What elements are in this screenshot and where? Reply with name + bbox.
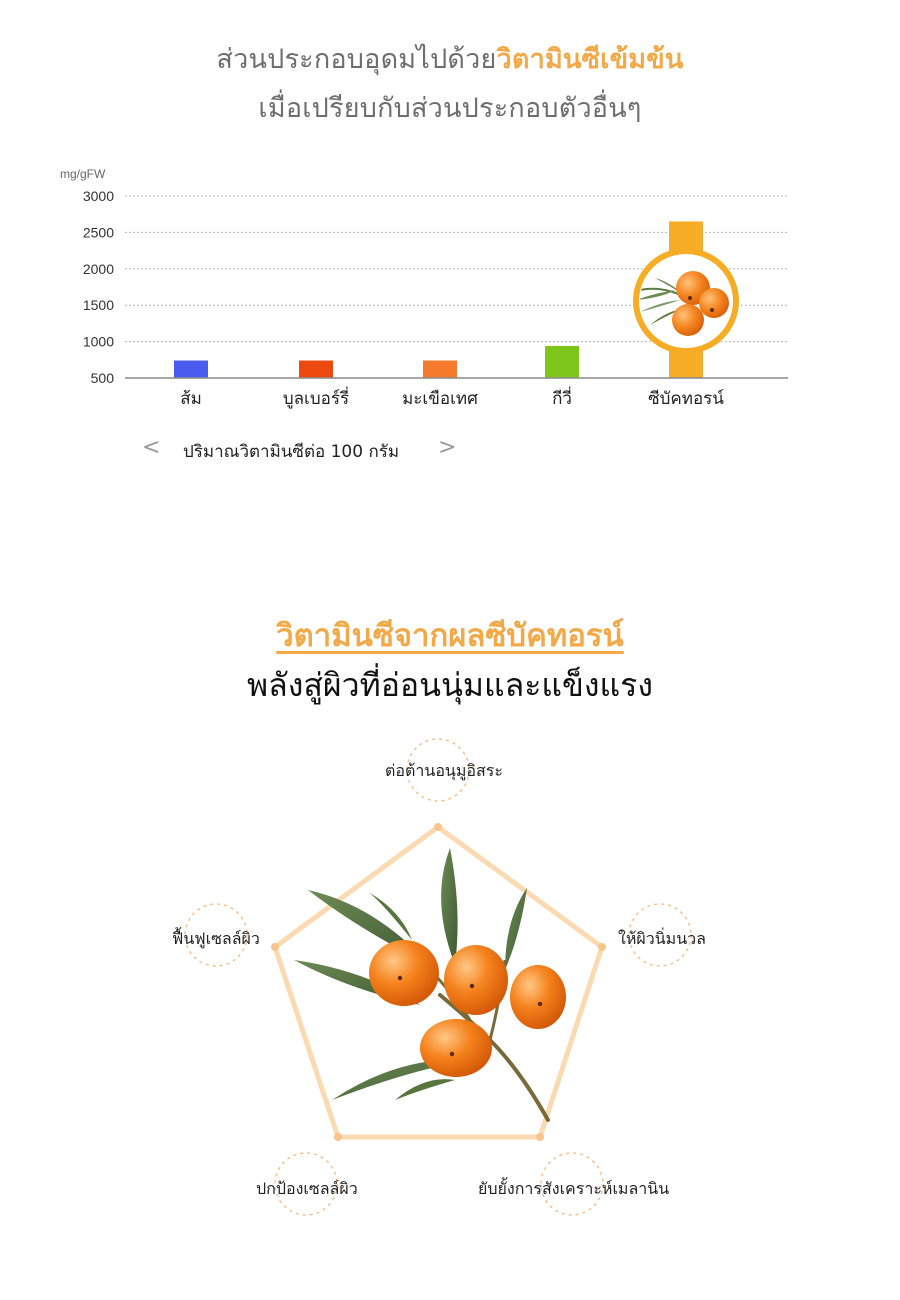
x-category-label: ส้ม [180, 389, 202, 409]
y-tick-labels [83, 188, 114, 386]
y-tick-label: 2000 [82, 260, 114, 277]
section-title: วิตามินซีจากผลซีบัคทอรน์ [276, 618, 624, 654]
benefits-pentagon-diagram [0, 720, 900, 1240]
sea-buckthorn-badge [636, 251, 736, 351]
bar [299, 361, 333, 378]
next-arrow-button[interactable]: > [438, 435, 457, 460]
y-tick-label: 1500 [82, 297, 114, 314]
benefit-soft-skin: ให้ผิวนิ่มนวล [618, 929, 706, 948]
prev-arrow-button[interactable]: < [142, 435, 161, 460]
bar-layer [174, 221, 703, 378]
bar [545, 346, 579, 378]
vitamin-c-bar-chart [0, 150, 900, 430]
headline-prefix: ส่วนประกอบอุดมไปด้วย [216, 44, 497, 75]
caption-text: ปริมาณวิตามินซีต่อ 100 กรัม [183, 442, 400, 462]
benefit-restore-cells: ฟื้นฟูเซลล์ผิว [172, 929, 260, 948]
chart-caption [140, 437, 460, 465]
benefit-antioxidant: ต่อต้านอนุมูอิสระ [385, 761, 503, 780]
x-category-label: มะเขือเทศ [402, 389, 478, 409]
benefit-protect-cells: ปกป้องเซลล์ผิว [256, 1179, 358, 1198]
x-category-labels [180, 386, 724, 409]
section-subtitle: พลังสู่ผิวที่อ่อนนุ่มและแข็งแรง [247, 666, 653, 704]
headline-highlight: วิตามินซีเข้มข้น [496, 44, 684, 75]
x-category-label: บูลเบอร์รี่ [282, 389, 350, 409]
bar [174, 361, 208, 378]
y-tick-label: 2500 [82, 224, 114, 241]
benefit-melanin-inhibition: ยับยั้งการสังเคราะห์เมลานิน [478, 1179, 670, 1198]
y-tick-label: 3000 [82, 188, 114, 204]
headline-line-1 [0, 37, 900, 80]
x-category-label: ซีบัคทอรน์ [648, 389, 724, 409]
y-tick-label: 1000 [82, 333, 114, 350]
x-category-label: กีวี่ [552, 389, 572, 409]
headline-line-2: เมื่อเปรียบกับส่วนประกอบตัวอื่นๆ [258, 93, 642, 124]
y-axis-unit-label: mg/gFW [60, 167, 106, 181]
bar [423, 361, 457, 378]
y-tick-label: 500 [90, 370, 114, 386]
